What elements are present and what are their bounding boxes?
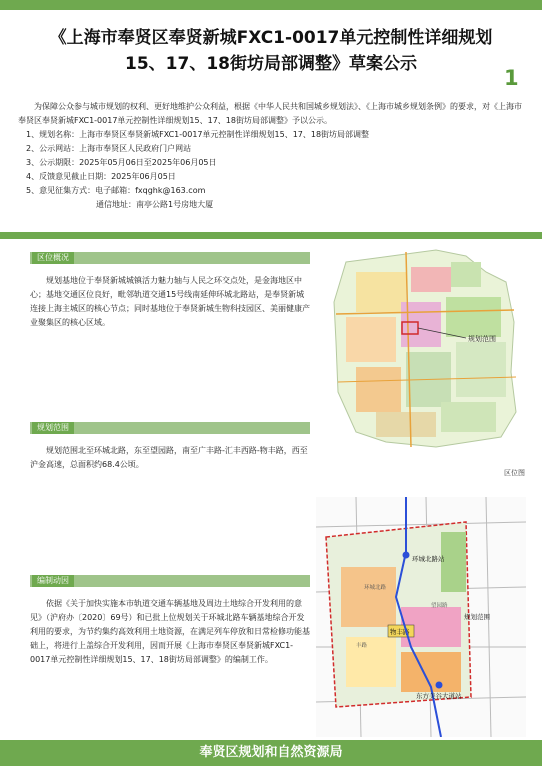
land-block bbox=[456, 342, 506, 397]
land-block bbox=[356, 272, 406, 312]
land-block bbox=[446, 297, 501, 337]
road-label: 望园路 bbox=[431, 603, 448, 609]
intro-block bbox=[18, 100, 526, 212]
section-label-range: 规划范围 bbox=[32, 422, 74, 434]
section-body-location: 规划基地位于奉贤新城城镇活力魅力轴与人民之环交点处，是金海地区中心；基地交通区位良好，毗邻轨道交通15号线南延伸环城北路站，是奉贤新城连接上海主城区的核心节点；同时基地位于奉贤新城生物科技园区、美丽健康产业聚集区的核心区域。 bbox=[30, 276, 310, 327]
land-block bbox=[441, 532, 466, 592]
title-line-2: 15、17、18街坊局部调整》草案公示 bbox=[125, 54, 417, 74]
section-body-motivation: 依据《关于加快实施本市轨道交通车辆基地及周边土地综合开发利用的意见》（沪府办〔2020〕69号）和已批上位规划关于环城北路车辆基地综合开发利用的要求，为节约集约高效利用土地资源，在满足列车停放和日常检修功能基础上，将进行上盖综合开发利用，因而开展《上海市奉贤区奉贤新城FXC1-0017单元控制性详细规划15、17、18街坊局部调整》的编制工作。 bbox=[30, 599, 310, 664]
intro-item: 2、公示网站：上海市奉贤区人民政府门户网站 bbox=[26, 144, 192, 153]
range-label: 规划范围 bbox=[468, 335, 496, 343]
title-line-1: 《上海市奉贤区奉贤新城FXC1-0017单元控制性详细规划 bbox=[49, 28, 493, 48]
intro-item: 4、反馈意见截止日期：2025年06月05日 bbox=[26, 172, 176, 181]
land-block bbox=[356, 367, 401, 412]
land-block bbox=[411, 267, 451, 292]
land-block bbox=[451, 262, 481, 287]
intro-item: 3、公示期限：2025年05月06日至2025年06月05日 bbox=[26, 158, 217, 167]
range-map bbox=[316, 497, 526, 737]
location-map-caption: 区位图 bbox=[504, 469, 525, 477]
range-map-graphic bbox=[316, 497, 526, 737]
road-label: 环城北路 bbox=[364, 585, 387, 591]
page-title bbox=[0, 26, 542, 76]
station-label: 环城北路站 bbox=[412, 555, 445, 563]
land-block bbox=[376, 412, 436, 437]
intro-item: 1、规划名称：上海市奉贤区奉贤新城FXC1-0017单元控制性详细规划15、17、18街坊局部调整 bbox=[26, 130, 370, 139]
range-label: 规划范围 bbox=[464, 613, 490, 621]
block-label: 物丰路 bbox=[390, 628, 410, 636]
station-label: 东方美谷大道站 bbox=[416, 692, 462, 700]
section-body-range: 规划范围北至环城北路，东至望园路，南至广丰路-汇丰西路-物丰路，西至沪金高速，总面积约68.4公顷。 bbox=[30, 446, 308, 469]
road-label: 丰路 bbox=[356, 643, 368, 649]
location-map-graphic bbox=[316, 242, 526, 464]
intro-paragraph: 为保障公众参与城市规划的权利、更好地维护公众利益，根据《中华人民共和国城乡规划法》、《上海市城乡规划条例》的要求，对《上海市奉贤区奉贤新城FXC1-0017单元控制性详细规划15、17、18街坊局部调整》予以公示。 bbox=[18, 102, 522, 125]
intro-address: 通信地址：南亭公路1号房地大厦 bbox=[96, 200, 214, 209]
section-label-motivation: 编制动因 bbox=[32, 575, 74, 587]
land-block bbox=[441, 402, 496, 432]
land-block bbox=[346, 637, 396, 687]
location-map bbox=[316, 242, 526, 477]
station-marker bbox=[403, 552, 410, 559]
land-block bbox=[341, 567, 396, 627]
intro-item: 5、意见征集方式：电子邮箱：fxqghk@163.com bbox=[26, 186, 206, 195]
section-divider bbox=[0, 232, 542, 239]
land-block bbox=[346, 317, 396, 362]
footer-authority: 奉贤区规划和自然资源局 bbox=[0, 740, 542, 766]
page-number: 1 bbox=[504, 66, 519, 90]
top-green-bar bbox=[0, 0, 542, 10]
station-marker bbox=[436, 682, 443, 689]
section-label-location: 区位概况 bbox=[32, 252, 74, 264]
